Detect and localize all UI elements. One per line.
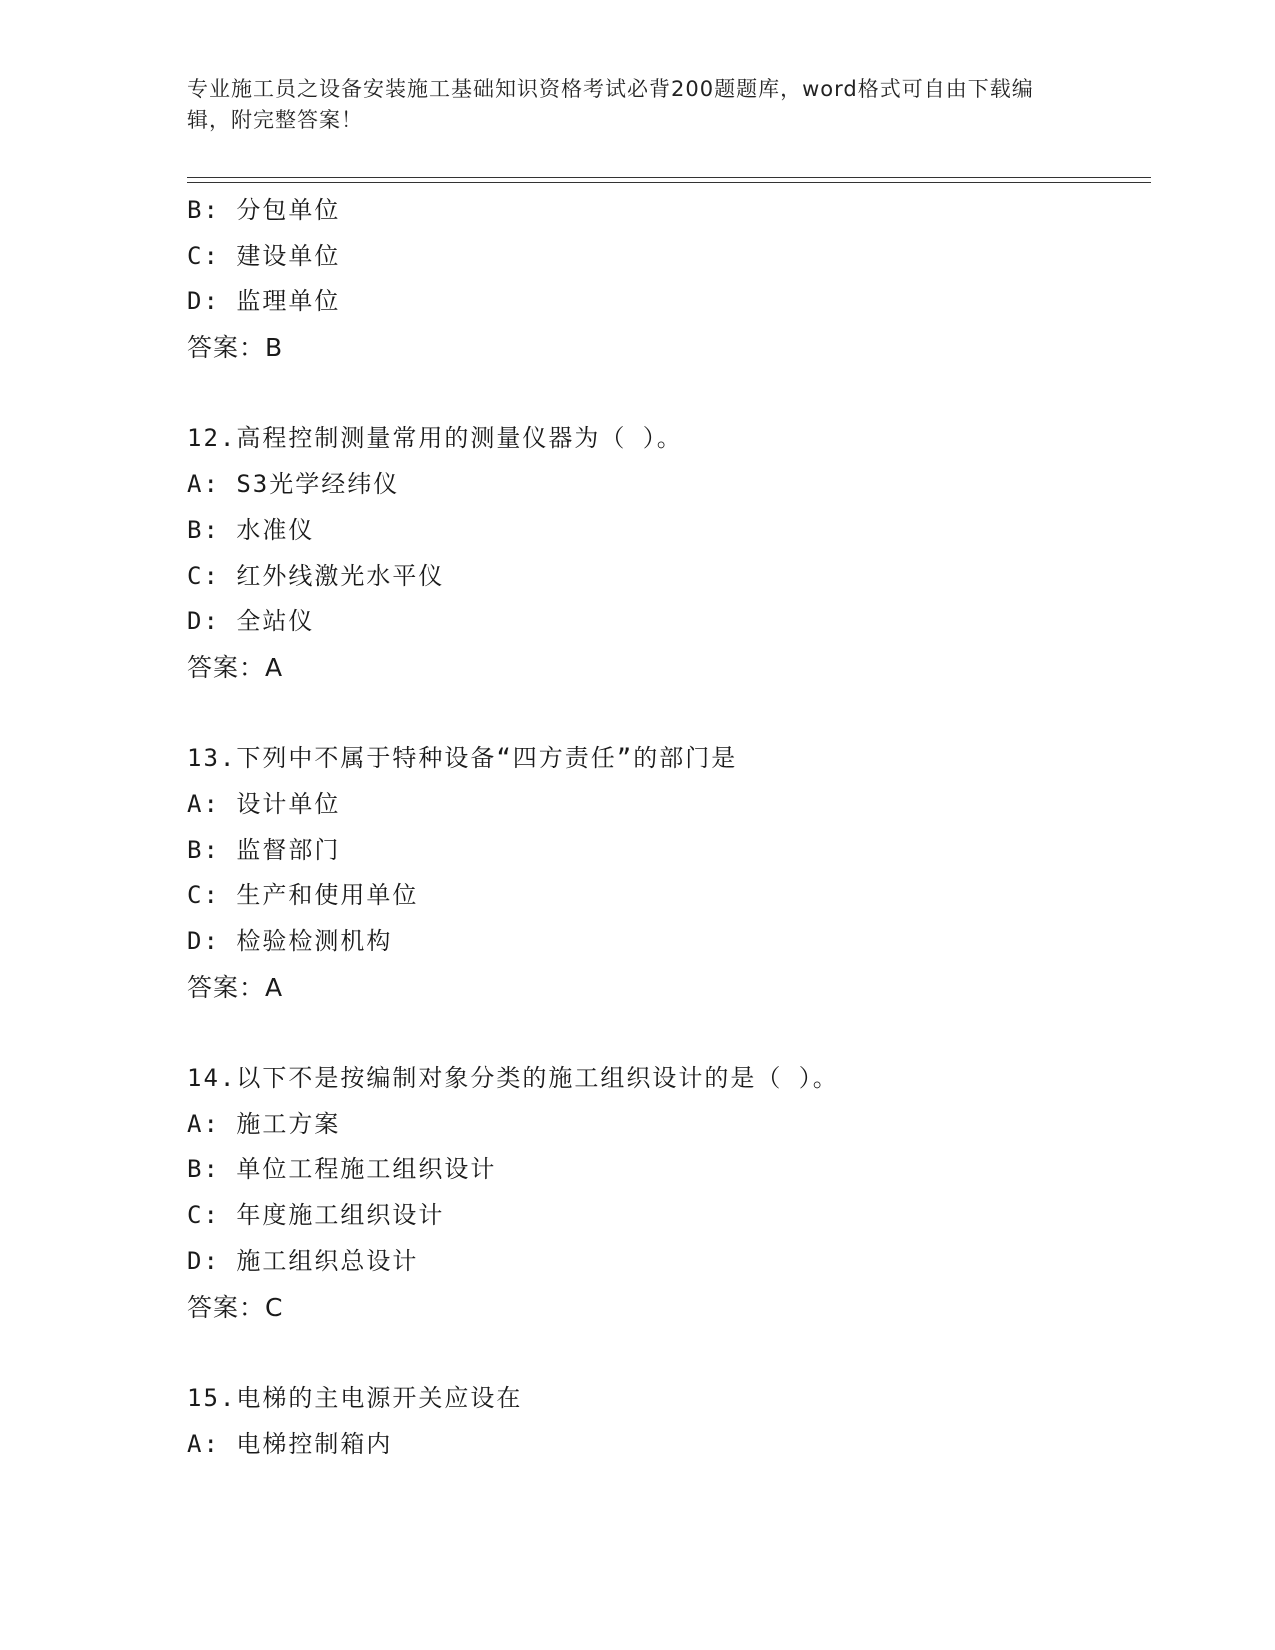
question-text: 15.电梯的主电源开关应设在 — [187, 1383, 523, 1412]
header-rule-bottom — [187, 182, 1151, 183]
answer: 答案：C — [187, 1292, 284, 1322]
document-header: 专业施工员之设备安装施工基础知识资格考试必背200题题库，word格式可自由下载编辑，附完整答案！ — [187, 77, 1034, 132]
question-block — [187, 1056, 1151, 1330]
question-block — [187, 416, 1151, 690]
question-list — [187, 188, 1151, 1467]
option: C: 年度施工组织设计 — [187, 1201, 445, 1230]
option: B: 单位工程施工组织设计 — [187, 1155, 497, 1184]
option: C: 生产和使用单位 — [187, 881, 419, 910]
question-block — [187, 736, 1151, 1010]
option: D: 全站仪 — [187, 607, 315, 636]
answer: 答案：A — [187, 652, 284, 682]
option: A: 电梯控制箱内 — [187, 1429, 393, 1458]
answer: 答案：B — [187, 333, 284, 363]
option: D: 监理单位 — [187, 287, 341, 316]
header-rule-top — [187, 177, 1151, 178]
option: D: 施工组织总设计 — [187, 1246, 419, 1275]
question-block — [187, 1376, 1151, 1467]
option: B: 水准仪 — [187, 515, 315, 544]
option: A: 设计单位 — [187, 789, 341, 818]
question-text: 13.下列中不属于特种设备“四方责任”的部门是 — [187, 744, 738, 773]
option: B: 分包单位 — [187, 196, 341, 224]
option: D: 检验检测机构 — [187, 927, 393, 955]
option: C: 红外线激光水平仪 — [187, 561, 445, 590]
answer: 答案：A — [187, 972, 284, 1002]
option: C: 建设单位 — [187, 241, 341, 270]
option: B: 监督部门 — [187, 835, 341, 864]
option: A: S3光学经纬仪 — [187, 470, 400, 499]
question-text: 14.以下不是按编制对象分类的施工组织设计的是（ ）。 — [187, 1064, 839, 1093]
option: A: 施工方案 — [187, 1109, 341, 1138]
question-text: 12.高程控制测量常用的测量仪器为（ ）。 — [187, 424, 683, 453]
question-block — [187, 188, 1151, 371]
